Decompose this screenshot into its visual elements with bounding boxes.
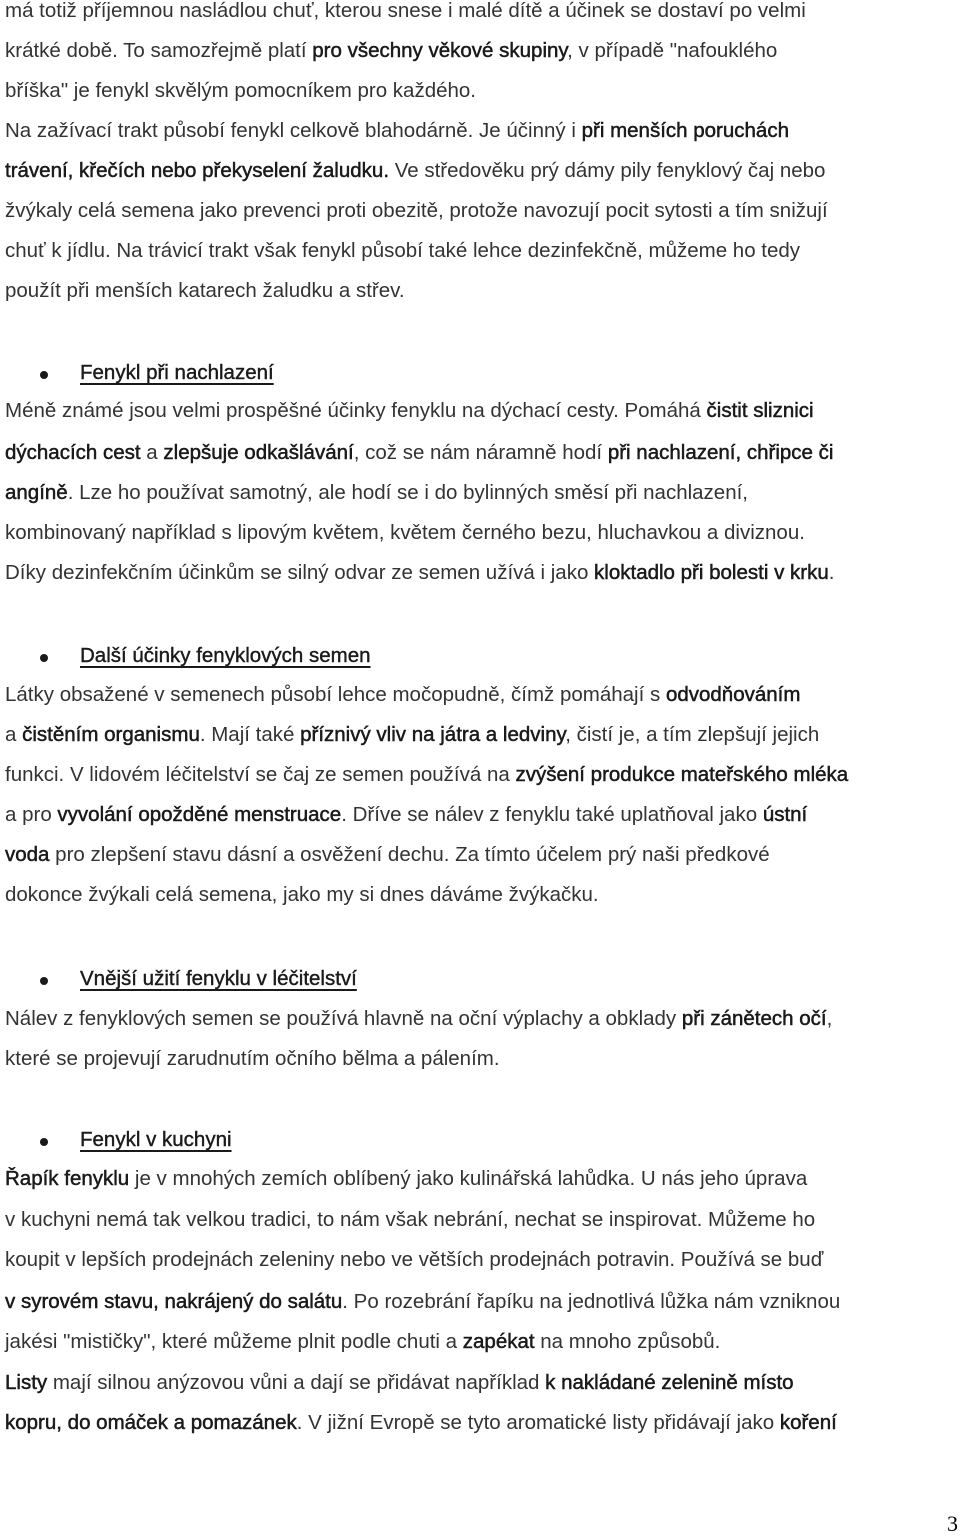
text-line	[5, 1289, 840, 1315]
emphasized-text: zvýšení produkce mateřského mléka	[515, 763, 849, 786]
text-line	[5, 1329, 720, 1355]
emphasized-text: při zánětech očí	[681, 1007, 827, 1030]
text-run: . Lze ho používat samotný, ale hodí se i do bylinných směsí při nachlazení,	[67, 481, 748, 504]
text-line	[5, 1166, 807, 1192]
text-line	[5, 398, 814, 424]
text-line	[5, 1370, 794, 1396]
text-run: koupit v lepších prodejnách zeleniny nebo ve větších prodejnách potravin. Používá se buď	[5, 1248, 824, 1271]
emphasized-text: Řapík fenyklu	[5, 1167, 130, 1190]
text-line	[5, 802, 807, 828]
text-run: . Mají také	[199, 723, 301, 746]
text-line	[5, 722, 819, 748]
text-run: .	[828, 561, 835, 584]
text-line	[5, 198, 828, 224]
emphasized-text: čistit sliznici	[706, 399, 814, 422]
emphasized-text: trávení, křečích nebo překyselení žaludku.	[5, 159, 390, 182]
emphasized-text: v syrovém stavu, nakrájený do salátu	[5, 1290, 343, 1313]
section-heading-text: Vnější užití fenyklu v léčitelství	[80, 967, 357, 990]
emphasized-text: vyvolání opožděné menstruace	[57, 803, 342, 826]
emphasized-text: pro všechny věkové skupiny	[312, 39, 568, 62]
emphasized-text: zapékat	[462, 1330, 535, 1353]
bullet-icon	[40, 371, 48, 379]
page-number: 3	[947, 1511, 958, 1536]
text-run: chuť k jídlu. Na trávicí trakt však fenykl působí také lehce dezinfekčně, můžeme ho tedy	[5, 239, 801, 262]
emphasized-text: příznivý vliv na játra a ledviny	[300, 723, 566, 746]
text-run: funkci. V lidovém léčitelství se čaj ze semen používá na	[5, 763, 516, 786]
text-run: a	[5, 723, 23, 746]
text-line	[5, 278, 405, 304]
emphasized-text: Listy	[5, 1371, 48, 1394]
text-run: které se projevují zarudnutím očního bělma a pálením.	[5, 1047, 500, 1070]
text-run: kombinovaný například s lipovým květem, květem černého bezu, hluchavkou a diviznou.	[5, 521, 805, 544]
text-line	[5, 0, 806, 24]
text-run: a pro	[5, 803, 58, 826]
text-run: použít při menších katarech žaludku a střev.	[5, 279, 405, 302]
emphasized-text: při nachlazení, chřipce či	[607, 441, 834, 464]
emphasized-text: odvodňováním	[665, 683, 801, 706]
text-run: pro zlepšení stavu dásní a osvěžení dechu. Za tímto účelem prý naši předkové	[49, 843, 770, 866]
text-run: jakési "mističky", které můžeme plnit podle chuti a	[5, 1330, 463, 1353]
emphasized-text: zlepšuje odkašlávání	[163, 441, 354, 464]
bullet-icon	[40, 977, 48, 985]
text-run: ,	[826, 1007, 833, 1030]
text-run: mají silnou anýzovou vůni a dají se přidávat například	[47, 1371, 546, 1394]
text-run: Látky obsažené v semenech působí lehce močopudně, čímž pomáhají s	[5, 683, 666, 706]
emphasized-text: při menších poruchách	[581, 119, 789, 142]
section-heading-text: Fenykl v kuchyni	[80, 1128, 232, 1151]
text-line	[5, 762, 848, 788]
emphasized-text: ústní	[762, 803, 808, 826]
text-line	[5, 118, 789, 144]
text-run: na mnoho způsobů.	[534, 1330, 721, 1353]
text-line	[5, 480, 748, 506]
text-line	[5, 158, 825, 184]
bullet-icon	[40, 1138, 48, 1146]
text-line	[5, 682, 800, 708]
text-run: je v mnohých zemích oblíbený jako kulinářská lahůdka. U nás jeho úprava	[129, 1167, 808, 1190]
text-line	[5, 1046, 500, 1072]
text-run: dokonce žvýkali celá semena, jako my si dnes dáváme žvýkačku.	[5, 883, 599, 906]
emphasized-text: angíně	[5, 481, 68, 504]
text-run: Na zažívací trakt působí fenykl celkově blahodárně. Je účinný i	[5, 119, 582, 142]
text-run: bříška" je fenykl skvělým pomocníkem pro každého.	[5, 79, 476, 102]
text-line	[5, 1247, 823, 1273]
emphasized-text: kloktadlo při bolesti v krku	[594, 561, 829, 584]
text-run: Nálev z fenyklových semen se používá hlavně na oční výplachy a obklady	[5, 1007, 682, 1030]
text-run: , což se nám náramně hodí	[353, 441, 608, 464]
emphasized-text: čistěním organismu	[22, 723, 200, 746]
text-line	[5, 238, 800, 264]
text-run: . V jižní Evropě se tyto aromatické listy přidávají jako	[296, 1411, 780, 1434]
text-run: , v případě "nafouklého	[567, 39, 778, 62]
text-line	[5, 1410, 837, 1436]
text-run: Díky dezinfekčním účinkům se silný odvar ze semen užívá i jako	[5, 561, 595, 584]
text-line	[5, 560, 834, 586]
text-run: Méně známé jsou velmi prospěšné účinky fenyklu na dýchací cesty. Pomáhá	[5, 399, 707, 422]
text-line	[5, 1207, 815, 1233]
text-line	[5, 78, 476, 104]
text-run: má totiž příjemnou nasládlou chuť, kterou snese i malé dítě a účinek se dostaví po velmi	[5, 0, 806, 22]
bullet-icon	[40, 654, 48, 662]
text-run: v kuchyni nemá tak velkou tradici, to nám však nebrání, nechat se inspirovat. Můžeme ho	[5, 1208, 816, 1231]
emphasized-text: dýchacích cest	[5, 441, 141, 464]
text-run: , čistí je, a tím zlepšují jejich	[565, 723, 820, 746]
text-line	[5, 1006, 832, 1032]
text-line	[5, 842, 770, 868]
emphasized-text: voda	[5, 843, 50, 866]
section-heading-text: Fenykl při nachlazení	[80, 361, 274, 384]
text-line	[5, 520, 805, 546]
text-run: Ve středověku prý dámy pily fenyklový čaj nebo	[389, 159, 826, 182]
emphasized-text: k nakládané zelenině místo	[545, 1371, 794, 1394]
text-run: . Po rozebrání řapíku na jednotlivá lůžka nám vzniknou	[342, 1290, 841, 1313]
emphasized-text: kopru, do omáček a pomazánek	[5, 1411, 297, 1434]
text-line	[5, 440, 833, 466]
text-run: a	[140, 441, 164, 464]
emphasized-text: koření	[779, 1411, 837, 1434]
text-line	[5, 38, 777, 64]
section-heading-text: Další účinky fenyklových semen	[80, 644, 371, 667]
text-run: žvýkaly celá semena jako prevenci proti obezitě, protože navozují pocit sytosti a tím snižují	[5, 199, 828, 222]
text-line	[5, 882, 599, 908]
text-run: krátké době. To samozřejmě platí	[5, 39, 313, 62]
text-run: . Dříve se nálev z fenyklu také uplatňoval jako	[341, 803, 763, 826]
